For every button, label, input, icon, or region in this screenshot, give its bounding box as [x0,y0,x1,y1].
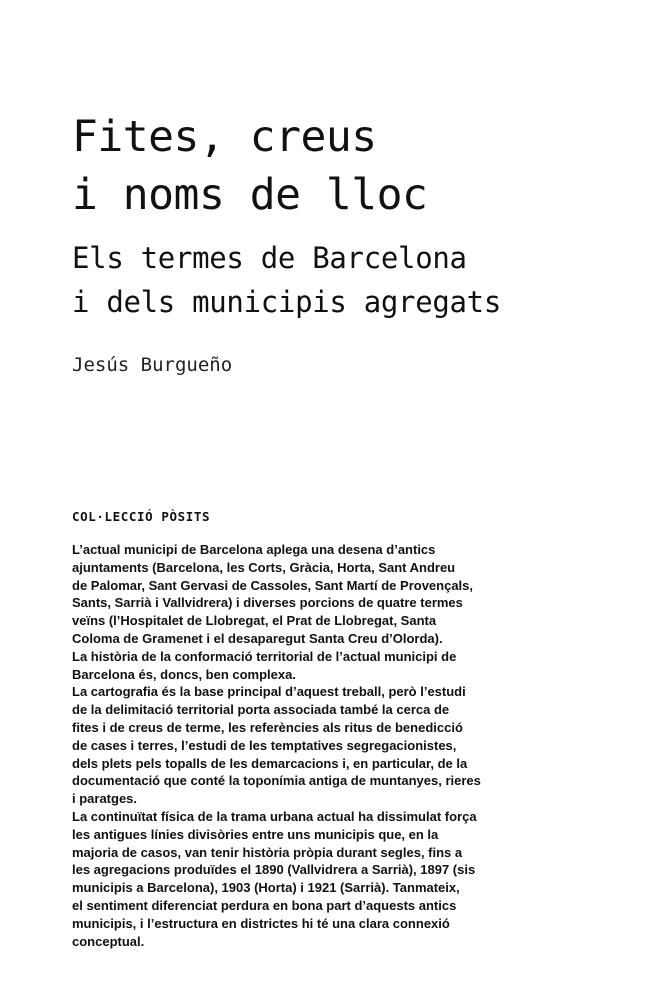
blurb-line: de cases i terres, l’estudi de les temptatives segregacionistes, [72,737,457,753]
blurb-line: La història de la conformació territorial de l’actual municipi de [72,648,457,664]
book-title-line-1: Fites, creus [72,112,377,162]
blurb-line: i paratges. [72,791,138,807]
blurb-line: ajuntaments (Barcelona, les Corts, Gràcia, Horta, Sant Andreu [72,559,456,575]
blurb-line: municipis a Barcelona), 1903 (Horta) i 1921 (Sarrià). Tanmateix, [72,880,460,896]
blurb-line: La cartografia és la base principal d’aquest treball, però l’estudi [72,684,466,700]
blurb-line: La continuïtat física de la trama urbana actual ha dissimulat força [72,808,477,824]
book-subtitle-line-2: i dels municipis agregats [72,285,501,319]
blurb-line: les antigues línies divisòries entre uns municipis que, en la [72,826,439,842]
blurb-line: documentació que conté la toponímia antiga de muntanyes, rieres [72,773,481,789]
blurb-line: el sentiment diferenciat perdura en bona part d’aquests antics [72,897,457,913]
blurb-line: Barcelona és, doncs, ben complexa. [72,666,296,682]
blurb-line: de la delimitació territorial porta associada també la cerca de [72,702,450,718]
blurb-line: les agregacions produïdes el 1890 (Vallvidrera a Sarrià), 1897 (sis [72,862,476,878]
blurb-line: conceptual. [72,933,145,949]
book-author: Jesús Burgueño [72,354,233,376]
blurb-line: majoria de casos, van tenir història pròpia durant segles, fins a [72,844,463,860]
blurb-line: veïns (l’Hospitalet de Llobregat, el Prat de Llobregat, Santa [72,613,437,629]
collection-label: COL·LECCIÓ PÒSITS [72,509,211,524]
book-title [72,108,427,224]
blurb-line: L’actual municipi de Barcelona aplega una desena d’antics [72,542,436,557]
blurb-line: de Palomar, Sant Gervasi de Cassoles, Sant Martí de Provençals, [72,577,474,593]
book-title-line-2: i noms de lloc [72,170,428,220]
book-subtitle [72,236,501,324]
blurb-line: fites i de creus de terme, les referències als ritus de benedicció [72,719,463,735]
blurb-line: municipis, i l’estructura en districtes hi té una clara connexió [72,915,450,931]
blurb-line: Sants, Sarrià i Vallvidrera) i diverses porcions de quatre termes [72,595,463,611]
book-subtitle-line-1: Els termes de Barcelona [72,241,467,275]
blurb-text [72,541,492,950]
blurb-line: dels plets pels topalls de les demarcacions i, en particular, de la [72,755,468,771]
blurb-line: Coloma de Gramenet i el desaparegut Santa Creu d’Olorda). [72,630,443,646]
